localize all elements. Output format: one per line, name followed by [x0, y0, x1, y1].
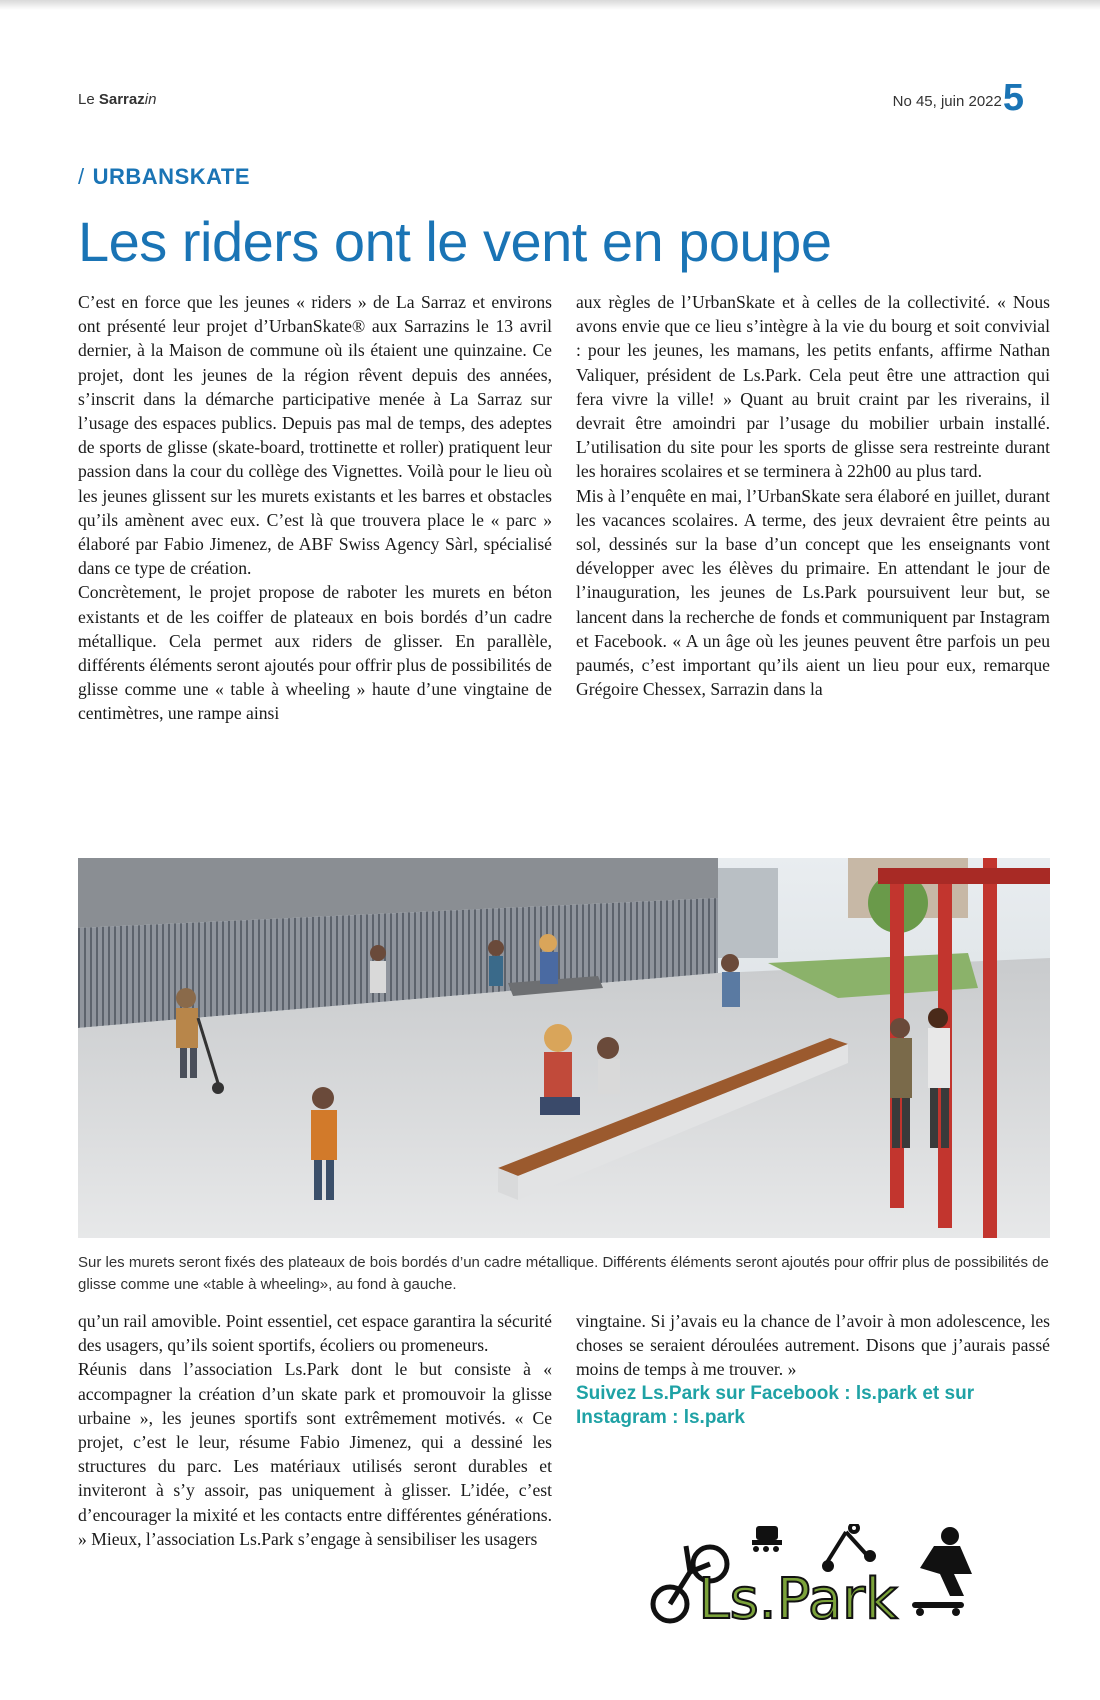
paragraph: aux règles de l’UrbanSkate et à celles de la collectivité. « Nous avons envie que ce lieu s’intègre à la vie du bourg et soit convivial : pour les jeunes, les mamans, les petits enfants, affirme Nathan Valiquer, président de Ls.Park. Cela peut être une attraction qui fera vivre la ville! » Quant au bruit craint par les riverains, il devrait être amoindri par l’usage du mobilier urbain installé. L’utilisation du site pour les sports de glisse sera restreinte durant les horaires scolaires et se terminera à 22h00 au plus tard.	[576, 292, 1050, 482]
skatepark-illustration	[78, 858, 1050, 1238]
ls-park-logo	[648, 1524, 984, 1628]
paragraph: Concrètement, le projet propose de raboter les murets en béton existants et de les coiffer de plateaux en bois bordés d’un cadre métallique. Cela permet aux riders de glisser. En parallèle, différents éléments seront ajoutés pour offrir plus de possibilités de glisse comme une « table à wheeling » haute d’une vingtaine de centimètres, une rampe ainsi	[78, 582, 552, 724]
article-column-3	[78, 1309, 552, 1551]
rubric-slash: /	[78, 164, 85, 189]
page-number: 5	[1002, 77, 1024, 119]
article-column-2	[576, 290, 1050, 701]
logo-text: Ls.Park	[698, 1567, 898, 1628]
masthead: Le Sarrazin	[78, 91, 157, 108]
paragraph: Mis à l’enquête en mai, l’UrbanSkate sera élaboré en juillet, durant les vacances scolaires. A terme, des jeux devraient être peints au sol, dessinés sur la base d’un concept que les enseignants vont développer avec les élèves du primaire. En attendant le jour de l’inauguration, les jeunes de Ls.Park poursuivent leur but, se lancent dans la recherche de fonds et communiquent par Instagram et Facebook. « A un âge où les jeunes peuvent être parfois un peu paumés, c’est important qu’ils aient un lieu pour eux, remarque Grégoire Chessex, Sarrazin dans la	[576, 485, 1050, 700]
article-column-1	[78, 290, 552, 726]
page-top-shade	[0, 0, 1100, 10]
paragraph: Réunis dans l’association Ls.Park dont le but consiste à « accompagner la création d’un skate park et promouvoir la glisse urbaine », les jeunes sportifs sont extrêmement motivés. « Ce projet, c’est le leur, résume Fabio Jimenez, qui a dessiné les structures du parc. Les matériaux utilisés seront durables et inviteront à s’y assoir, pas uniquement à glisser. L’idée, c’est d’encourager la mixité et les contacts entre différentes générations. » Mieux, l’association Ls.Park s’engage à sensibiliser les usagers	[78, 1359, 552, 1549]
article-column-4	[576, 1309, 1050, 1430]
headline: Les riders ont le vent en poupe	[78, 210, 832, 273]
paragraph: vingtaine. Si j’avais eu la chance de l’avoir à mon adolescence, les choses se seraient déroulées autrement. Disons que j’aurais passé moins de temps à me trouver. »	[576, 1311, 1050, 1380]
rubric-label: URBANSKATE	[92, 164, 250, 189]
issue-info	[892, 77, 1024, 119]
paragraph: C’est en force que les jeunes « riders » de La Sarraz et environs ont présenté leur projet d’UrbanSkate® aux Sarrazins le 13 avril dernier, à la Maison de commune où ils étaient une quinzaine. Ce projet, dont les jeunes de la région rêvent depuis des années, s’inscrit dans la démarche participative menée à La Sarraz sur l’usage des espaces publics. Depuis pas mal de temps, des adeptes de sports de glisse (skate-board, trottinette et roller) pratiquent leur passion dans la cour du collège des Vignettes. Voilà pour le lieu où les jeunes glissent sur les murets existants et les barres et obstacles qu’ils amènent avec eux. C’est là que trouvera place le « parc » élaboré par Fabio Jimenez, de ABF Swiss Agency Sàrl, spécialisé dans ce type de création.	[78, 292, 552, 579]
social-follow-note: Suivez Ls.Park sur Facebook : ls.park et sur Instagram : ls.park	[576, 1382, 975, 1428]
paragraph: qu’un rail amovible. Point essentiel, cet espace garantira la sécurité des usagers, qu’ils soient sportifs, écoliers ou promeneurs.	[78, 1311, 552, 1356]
section-rubric	[78, 164, 250, 190]
issue-label: No 45, juin 2022	[892, 93, 1002, 110]
figure-caption: Sur les murets seront fixés des plateaux de bois bordés d’un cadre métallique. Différents éléments seront ajoutés pour offrir plus de possibilités de glisse comme une «table à wheeling», au fond à gauche.	[78, 1254, 1049, 1293]
